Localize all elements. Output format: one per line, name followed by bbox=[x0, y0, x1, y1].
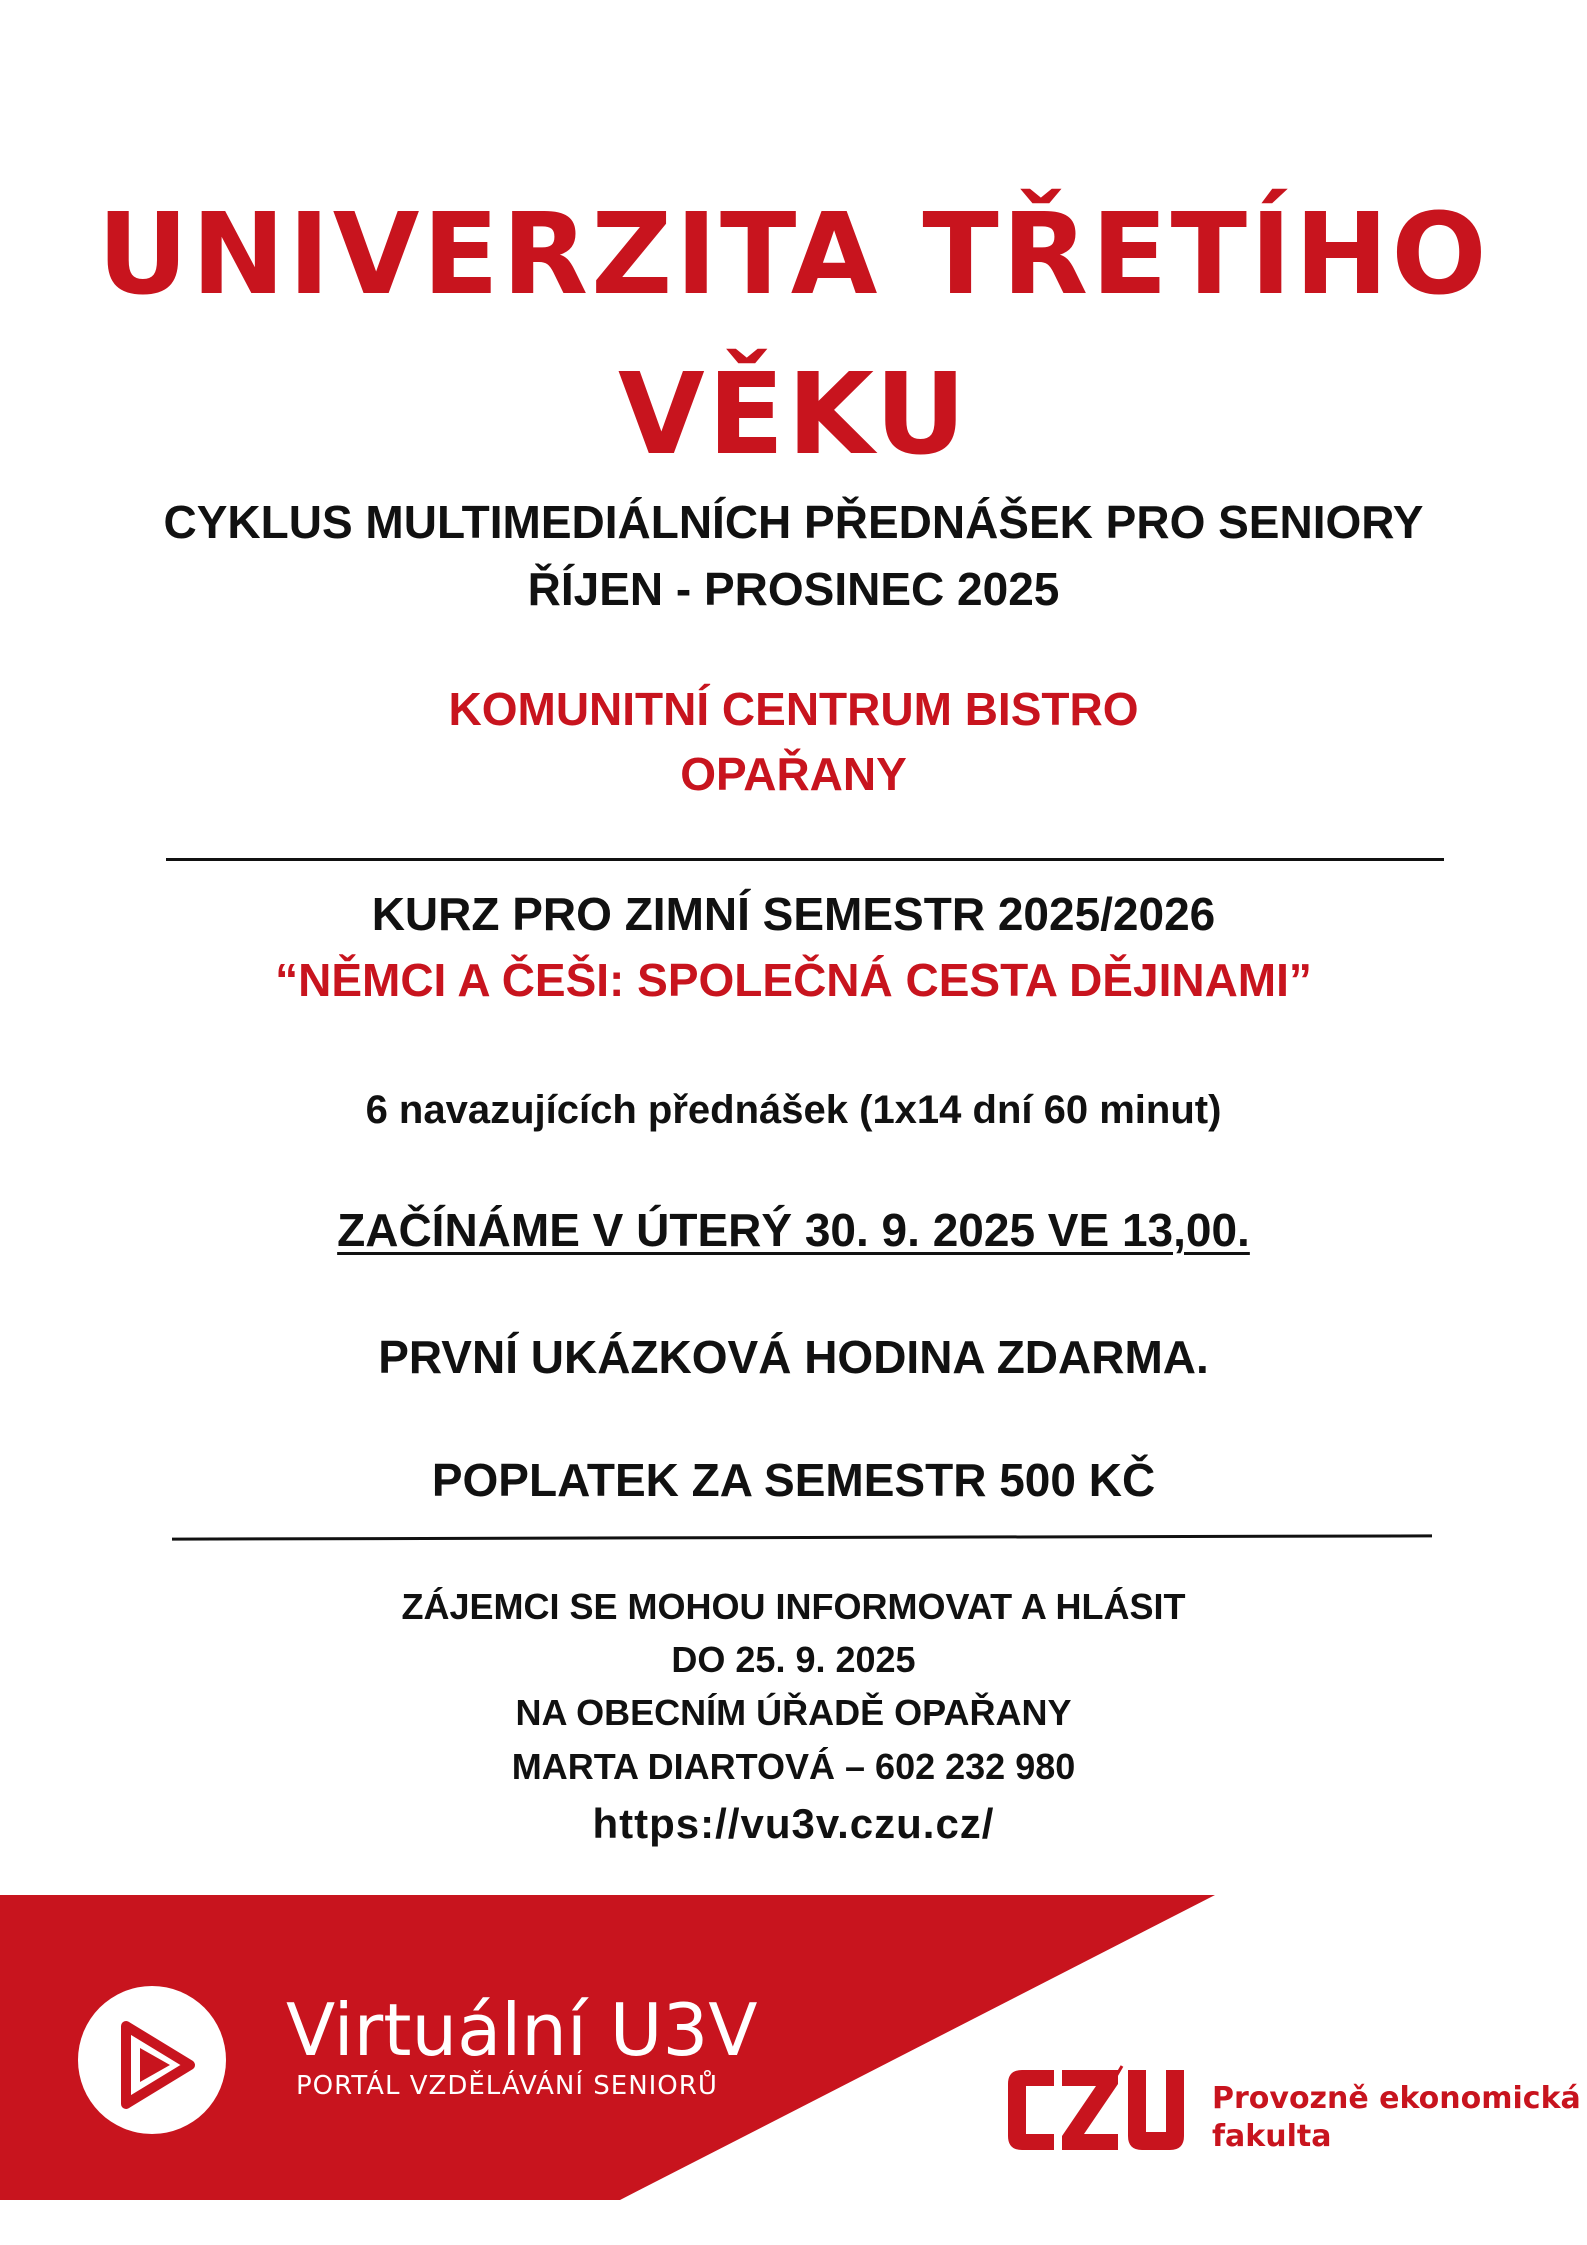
main-title-line1: UNIVERZITA TŘETÍHO bbox=[97, 190, 1490, 320]
website-link[interactable]: https://vu3v.czu.cz/ bbox=[592, 1800, 995, 1847]
czu-logo bbox=[1000, 2062, 1192, 2158]
venue-town: OPAŘANY bbox=[680, 748, 907, 800]
semester-fee: POPLATEK ZA SEMESTR 500 KČ bbox=[431, 1454, 1156, 1506]
date-range: ŘÍJEN - PROSINEC 2025 bbox=[527, 563, 1060, 615]
virtual-u3v-logo bbox=[78, 1986, 226, 2134]
course-semester: KURZ PRO ZIMNÍ SEMESTR 2025/2026 bbox=[371, 888, 1216, 940]
course-name: “NĚMCI A ČEŠI: SPOLEČNÁ CESTA DĚJINAMI” bbox=[275, 954, 1312, 1006]
brand-subtitle: PORTÁL VZDĚLÁVÁNÍ SENIORŮ bbox=[296, 2071, 718, 2101]
faculty-name-line1: Provozně ekonomická bbox=[1212, 2081, 1581, 2116]
contact-place: NA OBECNÍM ÚŘADĚ OPAŘANY bbox=[515, 1692, 1072, 1733]
faculty-name bbox=[1212, 2080, 1581, 2156]
venue-name: KOMUNITNÍ CENTRUM BISTRO bbox=[448, 683, 1139, 735]
footer-red-band bbox=[0, 1895, 1587, 2245]
lectures-info: 6 navazujících přednášek (1x14 dní 60 minut) bbox=[365, 1088, 1222, 1132]
start-date-text: ZAČÍNÁME V ÚTERÝ 30. 9. 2025 VE 13,00. bbox=[337, 1204, 1250, 1256]
play-icon bbox=[78, 1986, 226, 2134]
cycle-subtitle: CYKLUS MULTIMEDIÁLNÍCH PŘEDNÁŠEK PRO SENIORY bbox=[163, 496, 1424, 548]
registration-deadline: DO 25. 9. 2025 bbox=[671, 1639, 916, 1680]
faculty-name-line2: fakulta bbox=[1212, 2119, 1332, 2154]
divider-top bbox=[166, 858, 1444, 861]
brand-title: Virtuální U3V bbox=[286, 1988, 758, 2072]
contact-person: MARTA DIARTOVÁ – 602 232 980 bbox=[511, 1746, 1076, 1787]
free-trial-note: PRVNÍ UKÁZKOVÁ HODINA ZDARMA. bbox=[378, 1331, 1209, 1383]
divider-bottom bbox=[172, 1534, 1432, 1540]
start-date bbox=[0, 1196, 1587, 1264]
website-link-row bbox=[0, 1796, 1587, 1852]
main-title-line2: VĚKU bbox=[618, 350, 969, 480]
contact-intro: ZÁJEMCI SE MOHOU INFORMOVAT A HLÁSIT bbox=[401, 1586, 1186, 1627]
